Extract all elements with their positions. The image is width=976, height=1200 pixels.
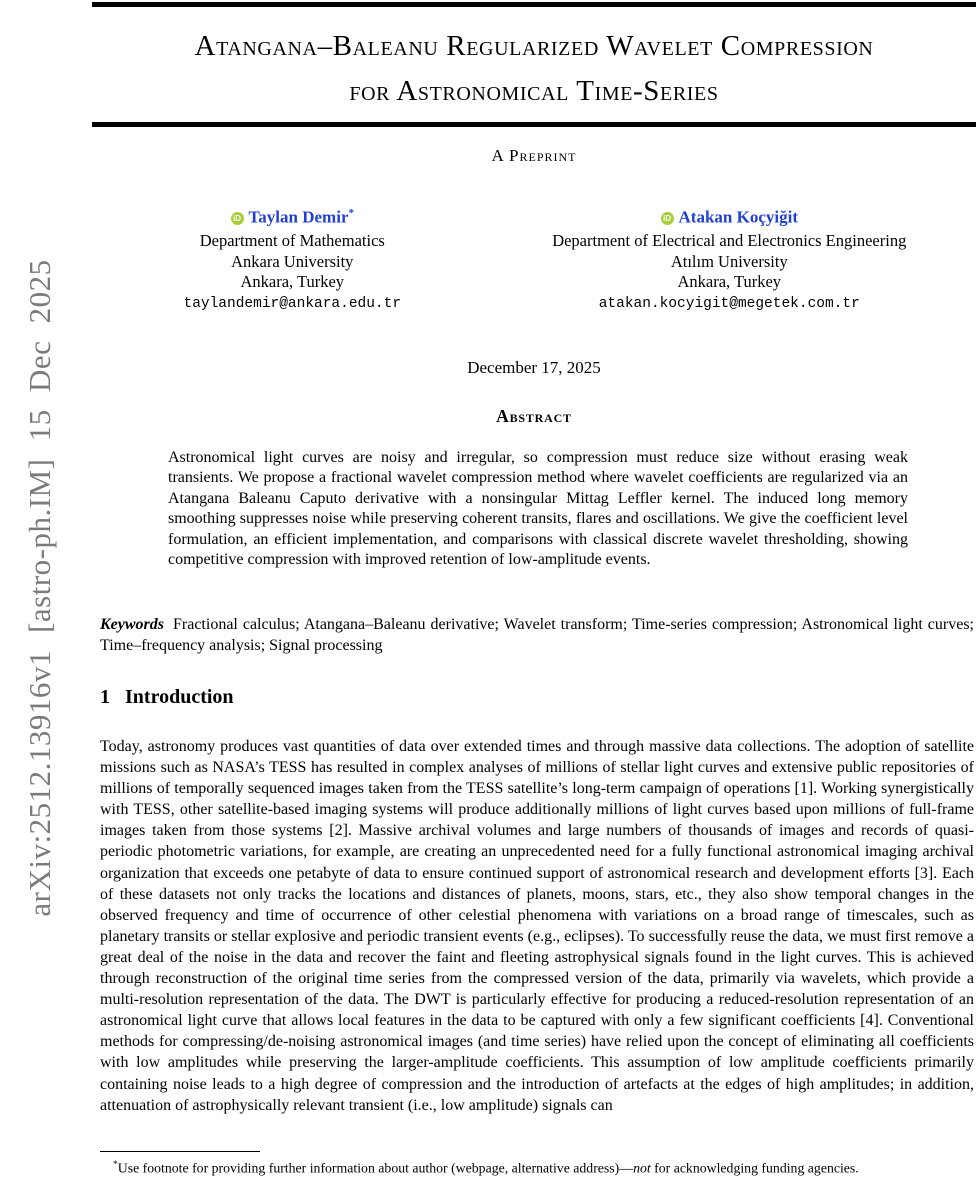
paper-title (92, 24, 976, 114)
top-rule (92, 2, 976, 7)
paper-title-line2: for Astronomical Time-Series (349, 75, 719, 107)
introduction-paragraph: Today, astronomy produces vast quantities of data over extended times and through massive data collections. The adoption of satellite missions such as NASA’s TESS has resulted in complex analyses of millions of stellar light curves and extensive public repositories of millions of temporally sequenced images taken from the TESS satellite’s long-term campaign of operations [1]. Working synergistically with TESS, other satellite-based imaging systems will produce additionally millions of light curves based upon millions of full-frame images taken from those systems [2]. Massive archival volumes and large numbers of thousands of images and records of quasi-periodic photometric variations, for example, are creating an unprecedented need for a fully functional astronomical imaging archival organization that exceeds one petabyte of data to ensure continued support of astronomical research and development efforts [3]. Each of these datasets not only tracks the locations and distances of planets, moons, stars, etc., they also show temporal changes in the observed frequency and time of occurrence of other celestial phenomena with variations on a broad range of timescales, such as planetary transits or stellar explosive and periodic transient events (e.g., eclipses). To successfully reuse the data, we must first remove a great deal of the noise in the data and recover the faint and fleeting astrophysical signals found in the light curves. This is achieved through reconstruction of the original time series from the compressed version of the data, primarily via wavelets, which provide a multi-resolution representation of the data. The DWT is particularly effective for producing a reduced-resolution representation of an astronomical light curve that allows local features in the data to be captured with only a few significant coefficients [4]. Conventional methods for compressing/de-noising astronomical images (and time series) have relied upon the concept of eliminating all coefficients with low amplitudes while preserving the larger-amplitude coefficients. This assumption of low amplitude coefficients primarily containing noise leads to a high degree of compression and the introduction of artefacts at the edges of high amplitudes; in addition, attenuation of astrophysically relevant transient (i.e., low amplitude) signals can (100, 738, 974, 1114)
author-1-university: Ankara University (231, 251, 354, 271)
author-2-name[interactable]: Atakan Koçyiğit (678, 207, 798, 227)
author-2-department: Department of Electrical and Electronics Engineering (552, 231, 907, 251)
footnote-text-after: for acknowledging funding agencies. (650, 1160, 859, 1176)
abstract-text: Astronomical light curves are noisy and irregular, so compression must reduce size without erasing weak transients. We propose a fractional wavelet compression method where wavelet coefficients are regularized via an Atangana Baleanu Caputo derivative with a nonsingular Mittag Leffler kernel. The induced long memory smoothing suppresses noise while preserving coherent transits, flares and oscillations. We give the coefficient level formulation, an efficient implementation, and comparisons with classical discrete wavelet thresholding, showing competitive compression with improved retention of low-amplitude events. (168, 449, 908, 569)
author-block (100, 203, 974, 315)
abstract-heading: Abstract (496, 406, 572, 426)
author-1-footnote-marker: * (348, 207, 354, 219)
section-1-title: Introduction (125, 686, 234, 708)
preprint-label: A Preprint (491, 146, 577, 165)
section-1-heading (100, 686, 974, 709)
footnote-marker: * (113, 1160, 118, 1170)
keywords-label: Keywords (100, 616, 164, 633)
author-1-location: Ankara, Turkey (240, 272, 345, 292)
footnote-text-before: Use footnote for providing further information about author (webpage, alternative address)— (117, 1160, 634, 1176)
keywords-text: Fractional calculus; Atangana–Baleanu derivative; Wavelet transform; Time-series compression; Astronomical light curves; Time–frequency analysis; Signal processing (100, 616, 974, 654)
author-2-name-line (485, 203, 974, 228)
author-2-university: Atılım University (670, 251, 788, 271)
arxiv-sidebar-stamp: arXiv:2512.13916v1 [astro-ph.IM] 15 Dec 2025 (22, 259, 57, 917)
author-1-department: Department of Mathematics (199, 231, 385, 251)
author-1-name[interactable]: Taylan Demir (248, 207, 349, 227)
section-1-number: 1 (100, 686, 110, 708)
author-footnote (100, 1156, 974, 1178)
author-1 (100, 203, 485, 315)
orcid-icon[interactable]: iD (231, 212, 244, 225)
author-2-email: atakan.kocyigit@megetek.com.tr (598, 296, 860, 313)
paper-title-line1: Atangana–Baleanu Regularized Wavelet Compression (194, 30, 874, 62)
author-2 (485, 203, 974, 315)
orcid-icon[interactable]: iD (661, 212, 674, 225)
author-1-email: taylandemir@ankara.edu.tr (183, 296, 402, 313)
footnote-rule (100, 1151, 260, 1152)
date-line: December 17, 2025 (467, 358, 601, 377)
title-rule (92, 122, 976, 127)
keywords-line (100, 614, 974, 656)
footnote-italic-word: not (633, 1160, 651, 1176)
author-1-name-line (100, 203, 485, 228)
author-2-location: Ankara, Turkey (677, 272, 782, 292)
